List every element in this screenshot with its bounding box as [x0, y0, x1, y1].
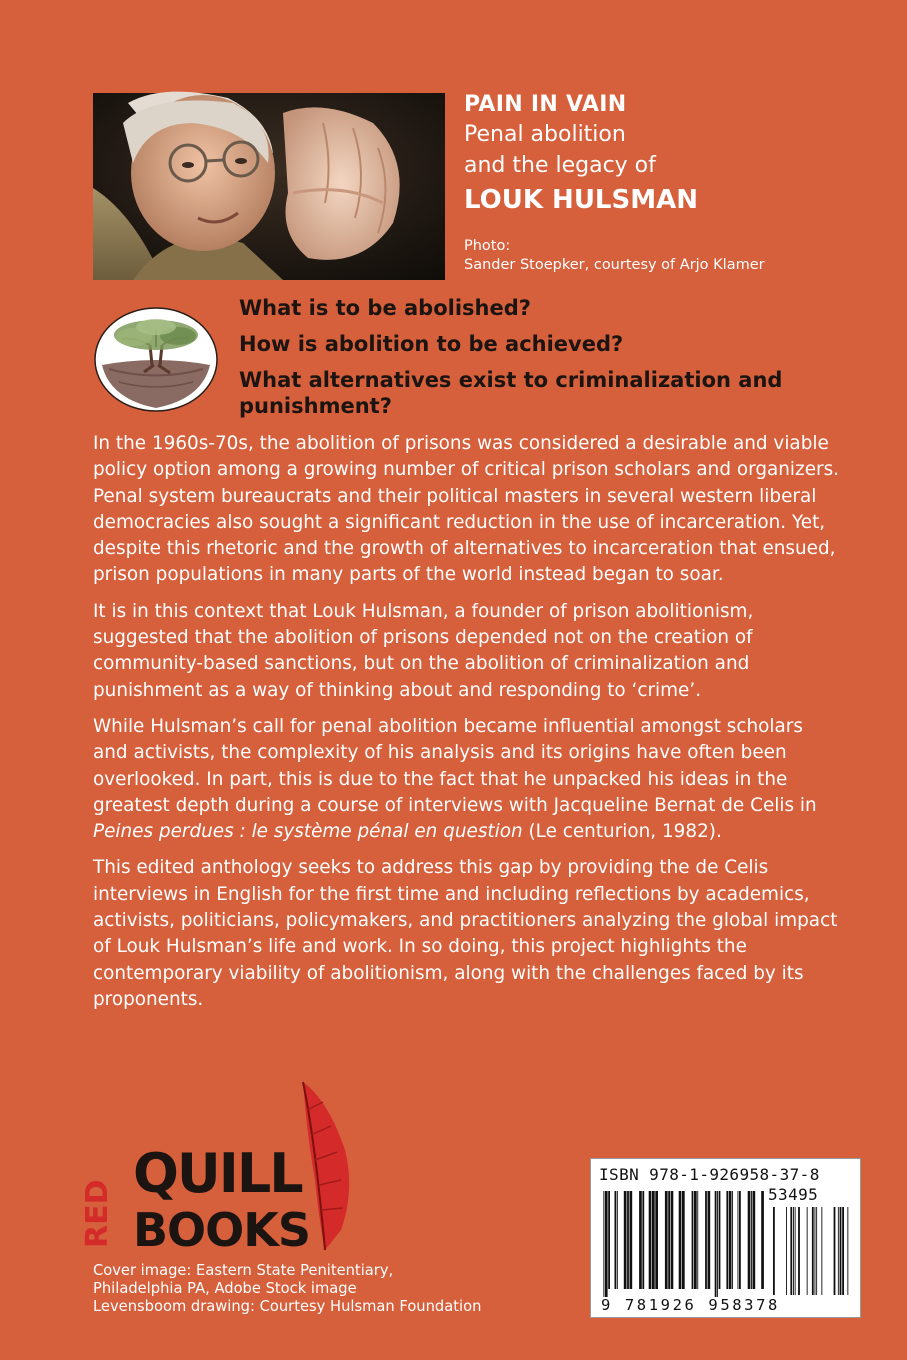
- barcode-addon-bar: [842, 1207, 844, 1295]
- barcode-addon-bar: [840, 1207, 842, 1295]
- red-quill-books-logo: [80, 1080, 365, 1257]
- barcode-addon-bar: [793, 1207, 794, 1295]
- barcode-addon-bar: [807, 1207, 808, 1295]
- blurb-paragraph-3: [93, 714, 843, 845]
- publisher-logo-graphic: [80, 1080, 365, 1257]
- barcode-bar: [705, 1191, 707, 1289]
- barcode-addon-bar: [812, 1207, 814, 1295]
- paragraph-3-text-after: (Le centurion, 1982).: [522, 821, 722, 843]
- author-photo: [93, 93, 445, 280]
- cover-credits: [93, 1262, 481, 1317]
- isbn-digits: 9 781926 958378: [601, 1296, 780, 1314]
- barcode-bar: [708, 1191, 711, 1289]
- barcode-bar: [671, 1191, 674, 1289]
- questions-list: [239, 295, 859, 419]
- logo-books-text: BOOKS: [133, 1203, 311, 1257]
- book-title-block: [464, 91, 884, 217]
- paragraph-3-text-before: While Hulsman’s call for penal abolition became influential amongst scholars and activists, the complexity of his analysis and its origins have often been overlooked. In part, this is due to the fact that he unpacked his ideas in the greatest depth during a course of interviews with Jacqueline Bernat de Celis in: [93, 715, 817, 816]
- barcode-bar: [697, 1191, 698, 1289]
- barcode-bar: [682, 1191, 685, 1289]
- barcode-bar: [692, 1191, 694, 1289]
- barcode-bar: [761, 1191, 764, 1289]
- author-photo-image: [93, 93, 445, 280]
- barcode-bar: [655, 1191, 658, 1289]
- barcode-bar: [652, 1191, 655, 1289]
- barcode-bar: [694, 1191, 697, 1289]
- question-item: What alternatives exist to criminalization and punishment?: [239, 368, 783, 418]
- barcode-bar: [717, 1191, 718, 1297]
- barcode-bar: [729, 1191, 732, 1289]
- tree-icon: [94, 307, 218, 412]
- barcode-bar: [726, 1191, 728, 1289]
- barcode-bar: [668, 1191, 670, 1289]
- barcode-addon-bar: [773, 1207, 775, 1295]
- barcode-addon-bar: [786, 1207, 787, 1295]
- barcode-bar: [679, 1191, 682, 1289]
- isbn-barcode-box: [590, 1158, 861, 1318]
- barcode-bar: [639, 1191, 642, 1289]
- book-subtitle-line-2: and the legacy of: [464, 153, 656, 178]
- photo-credit-label: Photo:: [464, 238, 511, 254]
- barcode-bar: [649, 1191, 652, 1289]
- barcode-bar: [753, 1191, 756, 1289]
- barcode-bar: [627, 1191, 629, 1289]
- question-item: How is abolition to be achieved?: [239, 332, 624, 356]
- barcode-bar: [715, 1191, 717, 1297]
- logo-red-text: RED: [80, 1179, 115, 1248]
- photo-credit-text: Sander Stoepker, courtesy of Arjo Klamer: [464, 257, 765, 273]
- barcode-bar: [738, 1191, 739, 1289]
- levensboom-tree-drawing: [94, 307, 218, 412]
- barcode-bar: [751, 1191, 752, 1289]
- book-title: PAIN IN VAIN: [464, 92, 627, 117]
- barcode-bar: [642, 1191, 644, 1289]
- barcode-addon-bar: [834, 1207, 836, 1295]
- blurb-paragraph-2: It is in this context that Louk Hulsman, a founder of prison abolitionism, suggested that the abolition of prisons depended not on the creation of community-based sanctions, but on the abolition of criminalization and punishment as a way of thinking about and responding to ‘crime’.: [93, 600, 754, 701]
- blurb-body: [93, 431, 843, 1023]
- credit-line: Levensboom drawing: Courtesy Hulsman Foundation: [93, 1298, 482, 1316]
- photo-credit: [464, 237, 765, 275]
- barcode-addon-bar: [798, 1207, 800, 1295]
- barcode-addon-bar: [815, 1207, 816, 1295]
- barcode-addon-bar: [847, 1207, 848, 1295]
- barcode-bar: [732, 1191, 733, 1289]
- blurb-paragraph-4: This edited anthology seeks to address this gap by providing the de Celis interviews in English for the first time and including reflections by academics, activists, politicians, policymakers, and practitioners analyzing the global impact of Louk Hulsman’s life and work. In so doing, this project highlights the contemporary viability of abolitionism, along with the challenges faced by its proponents.: [93, 857, 838, 1010]
- barcode-bar: [719, 1191, 721, 1289]
- credit-line: Philadelphia PA, Adobe Stock image: [93, 1280, 357, 1298]
- isbn-label: ISBN 978-1-926958-37-8: [599, 1165, 820, 1184]
- credit-line: Cover image: Eastern State Penitentiary,: [93, 1262, 394, 1279]
- book-subject-name: LOUK HULSMAN: [464, 185, 698, 215]
- blurb-paragraph-1: In the 1960s-70s, the abolition of prisons was considered a desirable and viable policy option among a growing number of critical prison scholars and organizers. Penal system bureaucrats and their political masters in several western liberal democracies also sought a significant reduction in the use of incarceration. Yet, despite this rhetoric and the growth of alternatives to incarceration that ensued, prison populations in many parts of the world instead began to soar.: [93, 433, 839, 586]
- barcode-addon-bar: [821, 1207, 822, 1295]
- barcode-bar: [624, 1191, 627, 1289]
- barcode-addon-bar: [790, 1207, 792, 1295]
- barcode-bar: [617, 1191, 618, 1289]
- barcode-bar: [630, 1191, 633, 1289]
- cited-book-title: Peines perdues : le système pénal en question: [93, 821, 523, 843]
- barcode-bar: [615, 1191, 617, 1289]
- barcode-graphic: [595, 1187, 858, 1297]
- logo-quill-text: QUILL: [133, 1142, 302, 1205]
- barcode-bar: [739, 1191, 741, 1289]
- barcode-addon-bar: [838, 1207, 839, 1295]
- isbn-addon-number: 53495: [768, 1185, 819, 1204]
- question-item: What is to be abolished?: [239, 296, 531, 320]
- barcode-bar: [605, 1191, 608, 1297]
- barcode-bar: [603, 1191, 604, 1297]
- barcode-bar: [748, 1191, 751, 1289]
- barcode-addon-bar: [816, 1207, 817, 1295]
- barcode-addon-bar: [795, 1207, 796, 1295]
- barcode-bar: [608, 1191, 610, 1289]
- book-subtitle-line-1: Penal abolition: [464, 122, 626, 147]
- barcode-bar: [665, 1191, 668, 1289]
